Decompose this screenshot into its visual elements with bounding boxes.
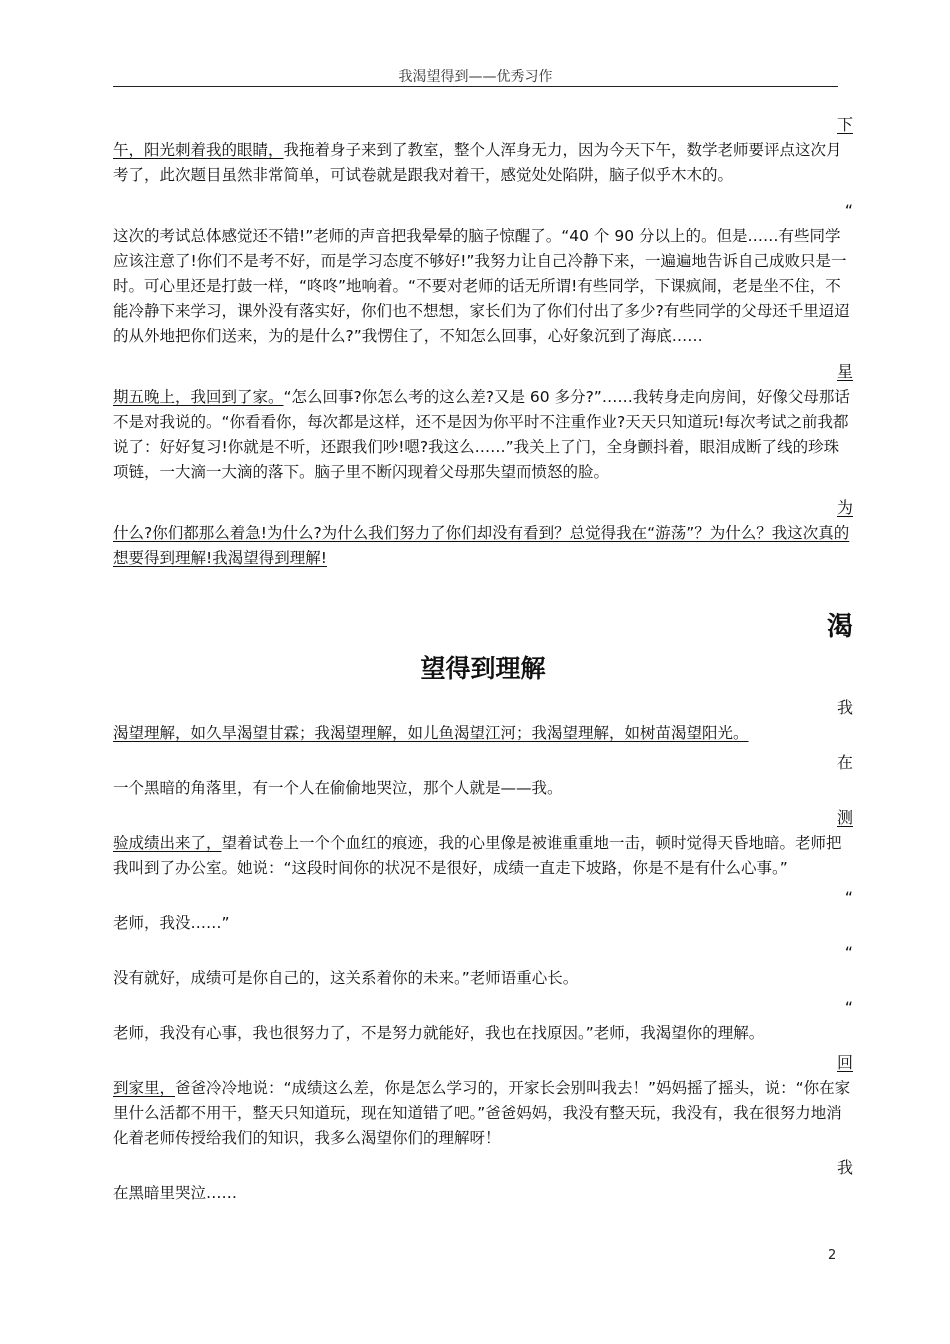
paragraph: 这次的考试总体感觉还不错!”老师的声音把我晕晕的脑子惊醒了。“40 个 90 分以上的。但是……有些同学应该注意了!你们不是考不好，而是学习态度不够好!”我努力让自己冷静下来，一遍遍地告诉自己成败只是一时。可心里还是打鼓一样，“咚咚”地响着。“不要对老师的话无所谓!有些同学，下课疯闹，老是坐不住，不能冷静下来学习，课外没有落实好，你们也不想想，家长们为了你们付出了多少?有些同学的父母还千里迢迢的从外地把你们送来，为的是什么?”我愣住了，不知怎么回事，心好象沉到了海底…… (113, 227, 850, 345)
paragraph-text: “怎么回事?你怎么考的这么差?又是 60 多分?”……我转身走向房间，好像父母那话不是对我说的。“你看看你，每次都是这样，还不是因为你平时不注重作业?天天只知道玩!每次考试之前我都说了：好好复习!你就是不听，还跟我们吵!嗯?我这么……”我关上了门，全身颤抖着，眼泪成断了线的珍珠项链，一大滴一大滴的落下。脑子里不断闪现着父母那失望而愤怒的脸。 (113, 388, 850, 481)
paragraph: 在黑暗里哭泣…… (113, 1184, 238, 1202)
page-header: 我渴望得到——优秀习作 (398, 69, 553, 85)
paragraph-lead-char: 星 (836, 362, 853, 381)
paragraph-lead-char: 我 (836, 698, 853, 717)
paragraph-lead-char: 回 (836, 1053, 853, 1072)
paragraph (113, 138, 853, 188)
essay-1 (113, 112, 853, 571)
paragraph-lead-char: 下 (836, 115, 853, 134)
paragraph-lead-char: 我 (836, 1158, 853, 1177)
essay-2 (113, 609, 853, 1206)
paragraph-lead-char: 测 (836, 808, 853, 827)
paragraph: 没有就好，成绩可是你自己的，这关系着你的未来。”老师语重心长。 (113, 969, 579, 987)
header-divider (113, 86, 838, 87)
title-lead-char: 渴 (826, 612, 853, 642)
underlined-phrase: 到家里， (113, 1079, 176, 1097)
page-number: 2 (828, 1248, 837, 1263)
paragraph: 老师，我没有心事，我也很努力了，不是努力就能好，我也在找原因。”老师，我渴望你的理解。 (113, 1024, 765, 1042)
paragraph-lead-char: 在 (836, 753, 853, 772)
paragraph: 老师，我没……” (113, 914, 230, 932)
paragraph-text: 爸爸冷冷地说：“成绩这么差，你是怎么学习的，开家长会别叫我去！”妈妈摇了摇头，说：“你在家里什么活都不用干，整天只知道玩，现在知道错了吧。”爸爸妈妈，我没有整天玩，我没有，我在很努力地消化着老师传授给我们的知识，我多么渴望你们的理解呀！ (113, 1079, 851, 1147)
paragraph (113, 1076, 853, 1151)
paragraph-lead-char: “ (844, 888, 853, 907)
paragraph-lead-char: “ (844, 943, 853, 962)
document-body (113, 112, 853, 1206)
paragraph: 渴望理解，如久旱渴望甘霖；我渴望理解，如儿鱼渴望江河；我渴望理解，如树苗渴望阳光。 (113, 724, 749, 742)
paragraph-lead-char: “ (844, 201, 853, 220)
paragraph-lead-char: “ (844, 998, 853, 1017)
underlined-phrase: 期五晚上，我回到了家。 (113, 388, 284, 406)
paragraph: 一个黑暗的角落里，有一个人在偷偷地哭泣，那个人就是——我。 (113, 779, 563, 797)
underlined-phrase: 午，阳光刺着我的眼睛， (113, 141, 284, 159)
paragraph-text: 我拖着身子来到了教室，整个人浑身无力，因为今天下午，数学老师要评点这次月考了，此次题目虽然非常简单，可试卷就是跟我对着干，感觉处处陷阱，脑子似乎木木的。 (113, 141, 842, 184)
essay-title: 望得到理解 (420, 654, 546, 683)
paragraph: 什么?你们都那么着急!为什么?为什么我们努力了你们却没有看到？总觉得我在“游荡”？为什么？我这次真的想要得到理解!我渴望得到理解! (113, 524, 850, 567)
paragraph-lead-char: 为 (836, 498, 853, 517)
paragraph (113, 831, 853, 881)
underlined-phrase: 验成绩出来了， (113, 834, 222, 852)
paragraph (113, 385, 853, 485)
paragraph-text: 望着试卷上一个个血红的痕迹，我的心里像是被谁重重地一击，顿时觉得天昏地暗。老师把我叫到了办公室。她说：“这段时间你的状况不是很好，成绩一直走下坡路，你是不是有什么心事。” (113, 834, 842, 877)
